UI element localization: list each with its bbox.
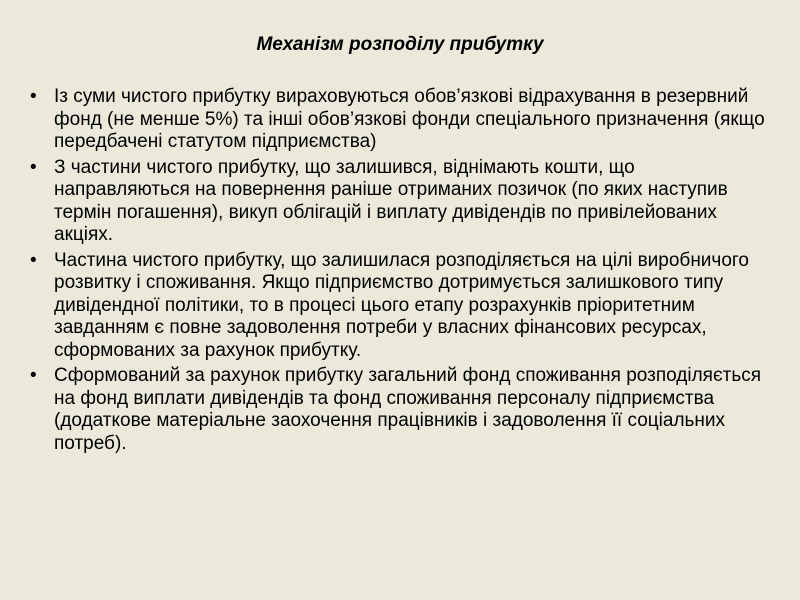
bullet-item (30, 86, 770, 154)
bullet-item (30, 157, 770, 247)
bullet-text: З частини чистого прибутку, що залишився, віднімають кошти, що направляються на повернення раніше отриманих позичок (по яких наступив термін погашення), викуп облігацій і виплату дивідендів по привілейованих акціях. (54, 156, 728, 245)
bullet-list (30, 86, 770, 458)
bullet-item (30, 250, 770, 363)
bullet-marker: • (30, 156, 37, 178)
bullet-marker: • (30, 249, 37, 271)
bullet-item (30, 365, 770, 455)
bullet-text: Із суми чистого прибутку вираховуються обов’язкові відрахування в резервний фонд (не менше 5%) та інші обов’язкові фонди спеціального призначення (якщо передбачені статутом підприємства) (54, 86, 765, 152)
bullet-text: Частина чистого прибутку, що залишилася розподіляється на цілі виробничого розвитку і споживання. Якщо підприємство дотримується залишкового типу дивідендної політики, то в процесі цього етапу розрахунків пріоритетним завданням є повне задоволення потреби у власних фінансових ресурсах, сформованих за рахунок прибутку. (54, 249, 749, 361)
bullet-marker: • (30, 86, 37, 107)
bullet-text: Сформований за рахунок прибутку загальний фонд споживання розподіляється на фонд виплати дивідендів та фонд споживання персоналу підприємства (додаткове матеріальне заохочення працівників і задоволення її соціальних потреб). (54, 365, 762, 454)
bullet-marker: • (30, 365, 37, 386)
slide-title: Механізм розподілу прибутку (256, 34, 544, 55)
